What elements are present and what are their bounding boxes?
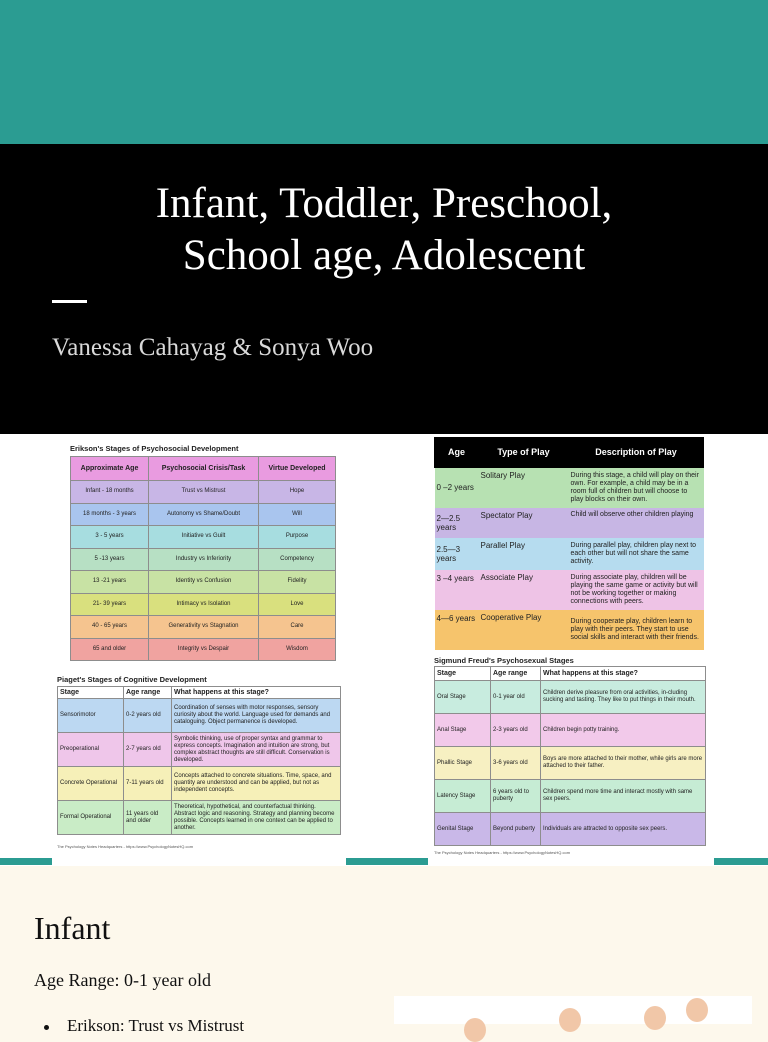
play-type-cell: Parallel Play	[480, 540, 525, 550]
piaget-age-cell: 7-11 years old	[124, 767, 172, 801]
piaget-panel	[52, 672, 346, 858]
play-age-cell: 2.5—3 years	[436, 544, 461, 563]
table-row	[71, 481, 336, 504]
play-desc-cell: During this stage, a child will play on their own. For example, a child may be in a room full of children but will choose to play blocks on their own.	[570, 471, 699, 503]
teal-bar-right	[714, 858, 768, 865]
erikson-age-cell: 5 -13 years	[71, 548, 149, 571]
erikson-virtue-cell: Care	[259, 616, 336, 639]
erikson-crisis-cell: Generativity vs Stagnation	[149, 616, 259, 639]
piaget-rows	[58, 699, 341, 835]
erikson-virtue-cell: Competency	[259, 548, 336, 571]
title-divider	[52, 300, 87, 303]
baby-illustration	[559, 1008, 581, 1032]
table-row	[435, 468, 704, 508]
piaget-stage-cell: Preoperational	[58, 733, 124, 767]
slide-title-line-2: School age, Adolescent	[182, 232, 586, 279]
erikson-title: Erikson's Stages of Psychosocial Development	[70, 444, 239, 453]
freud-header-desc: What happens at this stage?	[541, 667, 706, 681]
table-row	[435, 538, 704, 570]
erikson-table	[70, 456, 336, 661]
freud-stage-cell: Latency Stage	[435, 780, 491, 813]
freud-desc-cell: Children spend more time and interact mostly with same sex peers.	[541, 780, 706, 813]
play-type-cell: Spectator Play	[480, 510, 533, 520]
table-row	[435, 714, 706, 747]
top-teal-band	[0, 0, 768, 144]
teal-bar-middle	[346, 858, 428, 865]
piaget-footnote: The Psychology Notes Headquarters - https://www.PsychologyNotesHQ.com	[57, 844, 194, 849]
erikson-panel	[52, 434, 358, 680]
play-age-cell: 4—6 years	[436, 613, 476, 623]
play-desc-cell: Child will observe other children playing	[570, 510, 694, 518]
play-desc-cell: During associate play, children will be playing the same game or activity but will not be working together or making connections with peers.	[570, 573, 698, 605]
piaget-desc-cell: Coordination of senses with motor responses, sensory curiosity about the world. Language used for demands and cataloguing. Object permanence is developed.	[172, 699, 341, 733]
freud-desc-cell: Children begin potty training.	[541, 714, 706, 747]
erikson-crisis-cell: Identity vs Confusion	[149, 571, 259, 594]
erikson-header-crisis: Psychosocial Crisis/Task	[149, 457, 259, 481]
table-row	[435, 570, 704, 610]
table-row	[71, 548, 336, 571]
erikson-age-cell: 40 - 65 years	[71, 616, 149, 639]
infant-bullet-erikson	[44, 1016, 244, 1036]
play-type-cell: Cooperative Play	[480, 612, 542, 622]
teal-bar-left	[0, 858, 52, 865]
piaget-header-age: Age range	[124, 687, 172, 699]
bullet-dot-icon	[44, 1025, 49, 1030]
table-row	[71, 638, 336, 661]
piaget-age-cell: 0-2 years old	[124, 699, 172, 733]
table-row	[435, 813, 706, 846]
piaget-table	[57, 686, 341, 835]
piaget-stage-cell: Formal Operational	[58, 801, 124, 835]
freud-header-stage: Stage	[435, 667, 491, 681]
table-row	[435, 508, 704, 538]
erikson-age-cell: 18 months - 3 years	[71, 503, 149, 526]
table-row	[435, 610, 704, 650]
erikson-crisis-cell: Integrity vs Despair	[149, 638, 259, 661]
freud-header-row	[435, 667, 706, 681]
piaget-stage-cell: Sensorimotor	[58, 699, 124, 733]
freud-desc-cell: Children derive pleasure from oral activities, in-cluding sucking and tasting. They like to put things in their mouth.	[541, 681, 706, 714]
table-row	[71, 593, 336, 616]
play-type-cell: Solitary Play	[480, 471, 525, 480]
erikson-rows	[71, 481, 336, 661]
piaget-desc-cell: Concepts attached to concrete situations. Time, space, and quantity are understood and can be applied, but not as independent concepts.	[172, 767, 341, 801]
play-desc-cell: During parallel play, children play next to each other but will not share the same activity.	[570, 541, 697, 565]
erikson-virtue-cell: Purpose	[259, 526, 336, 549]
table-row	[71, 571, 336, 594]
erikson-virtue-cell: Fidelity	[259, 571, 336, 594]
baby-illustration	[644, 1006, 666, 1030]
freud-panel	[428, 652, 714, 858]
infant-heading: Infant	[34, 910, 111, 946]
piaget-title: Piaget's Stages of Cognitive Development	[57, 675, 207, 684]
erikson-age-cell: 65 and older	[71, 638, 149, 661]
freud-age-cell: Beyond puberty	[491, 813, 541, 846]
piaget-age-cell: 2-7 years old	[124, 733, 172, 767]
piaget-desc-cell: Theoretical, hypothetical, and counterfactual thinking. Abstract logic and reasoning. Strategy and planning become possible. Concepts learned in one context can be applied to another.	[172, 801, 341, 835]
table-row	[58, 699, 341, 733]
play-type-cell: Associate Play	[480, 572, 533, 582]
play-header-desc: Description of Play	[569, 438, 704, 468]
erikson-header-row	[71, 457, 336, 481]
baby-illustration	[464, 1018, 486, 1042]
erikson-crisis-cell: Autonomy vs Shame/Doubt	[149, 503, 259, 526]
table-row	[58, 801, 341, 835]
freud-desc-cell: Boys are more attached to their mother, while girls are more attached to their father.	[541, 747, 706, 780]
play-age-cell: 2—2.5 years	[436, 513, 461, 532]
freud-footnote: The Psychology Notes Headquarters - https://www.PsychologyNotesHQ.com	[434, 850, 571, 855]
piaget-header-stage: Stage	[58, 687, 124, 699]
freud-stage-cell: Oral Stage	[435, 681, 491, 714]
table-row	[58, 767, 341, 801]
table-row	[71, 616, 336, 639]
infant-bullet-text: Erikson: Trust vs Mistrust	[67, 1016, 245, 1035]
erikson-virtue-cell: Hope	[259, 481, 336, 504]
freud-age-cell: 3-6 years old	[491, 747, 541, 780]
title-slide	[0, 144, 768, 434]
slide-title	[0, 178, 768, 282]
play-table	[434, 437, 704, 650]
erikson-age-cell: Infant - 18 months	[71, 481, 149, 504]
infant-age-range: Age Range: 0-1 year old	[34, 970, 211, 990]
freud-stage-cell: Genital Stage	[435, 813, 491, 846]
infant-slide	[0, 866, 768, 1035]
piaget-age-cell: 11 years old and older	[124, 801, 172, 835]
table-row	[435, 747, 706, 780]
freud-age-cell: 0-1 year old	[491, 681, 541, 714]
erikson-header-age: Approximate Age	[71, 457, 149, 481]
piaget-header-desc: What happens at this stage?	[172, 687, 341, 699]
freud-desc-cell: Individuals are attracted to opposite sex peers.	[541, 813, 706, 846]
erikson-header-virtue: Virtue Developed	[259, 457, 336, 481]
erikson-virtue-cell: Love	[259, 593, 336, 616]
play-panel	[428, 434, 714, 652]
freud-header-age: Age range	[491, 667, 541, 681]
erikson-crisis-cell: Industry vs Inferiority	[149, 548, 259, 571]
slide-authors: Vanessa Cahayag & Sonya Woo	[52, 334, 374, 361]
erikson-age-cell: 21- 39 years	[71, 593, 149, 616]
freud-rows	[435, 681, 706, 846]
piaget-desc-cell: Symbolic thinking, use of proper syntax and grammar to express concepts. Imagination and intuition are strong, but complex abstract thoughts are still difficult. Conservation is developed.	[172, 733, 341, 767]
play-header-row	[435, 438, 704, 468]
freud-title: Sigmund Freud's Psychosexual Stages	[434, 656, 574, 665]
babies-image	[394, 996, 752, 1024]
erikson-virtue-cell: Will	[259, 503, 336, 526]
erikson-crisis-cell: Initiative vs Guilt	[149, 526, 259, 549]
tables-slide	[0, 434, 768, 866]
piaget-stage-cell: Concrete Operational	[58, 767, 124, 801]
table-row	[435, 780, 706, 813]
freud-stage-cell: Anal Stage	[435, 714, 491, 747]
table-row	[58, 733, 341, 767]
freud-age-cell: 2-3 years old	[491, 714, 541, 747]
play-rows	[435, 468, 704, 650]
table-row	[71, 526, 336, 549]
erikson-age-cell: 3 - 5 years	[71, 526, 149, 549]
freud-table	[434, 666, 706, 846]
erikson-virtue-cell: Wisdom	[259, 638, 336, 661]
freud-stage-cell: Phallic Stage	[435, 747, 491, 780]
table-row	[71, 503, 336, 526]
erikson-age-cell: 13 -21 years	[71, 571, 149, 594]
play-desc-cell: During cooperate play, children learn to play with their peers. They start to use social skills and interact with their friends.	[570, 617, 699, 641]
play-age-cell: 0 –2 years	[436, 483, 474, 493]
erikson-crisis-cell: Trust vs Mistrust	[149, 481, 259, 504]
play-header-type: Type of Play	[479, 438, 569, 468]
baby-illustration	[686, 998, 708, 1022]
piaget-header-row	[58, 687, 341, 699]
slide-title-line-1: Infant, Toddler, Preschool,	[155, 180, 613, 227]
table-row	[435, 681, 706, 714]
freud-age-cell: 6 years old to puberty	[491, 780, 541, 813]
play-age-cell: 3 –4 years	[436, 573, 474, 583]
play-header-age: Age	[435, 438, 479, 468]
erikson-crisis-cell: Intimacy vs Isolation	[149, 593, 259, 616]
